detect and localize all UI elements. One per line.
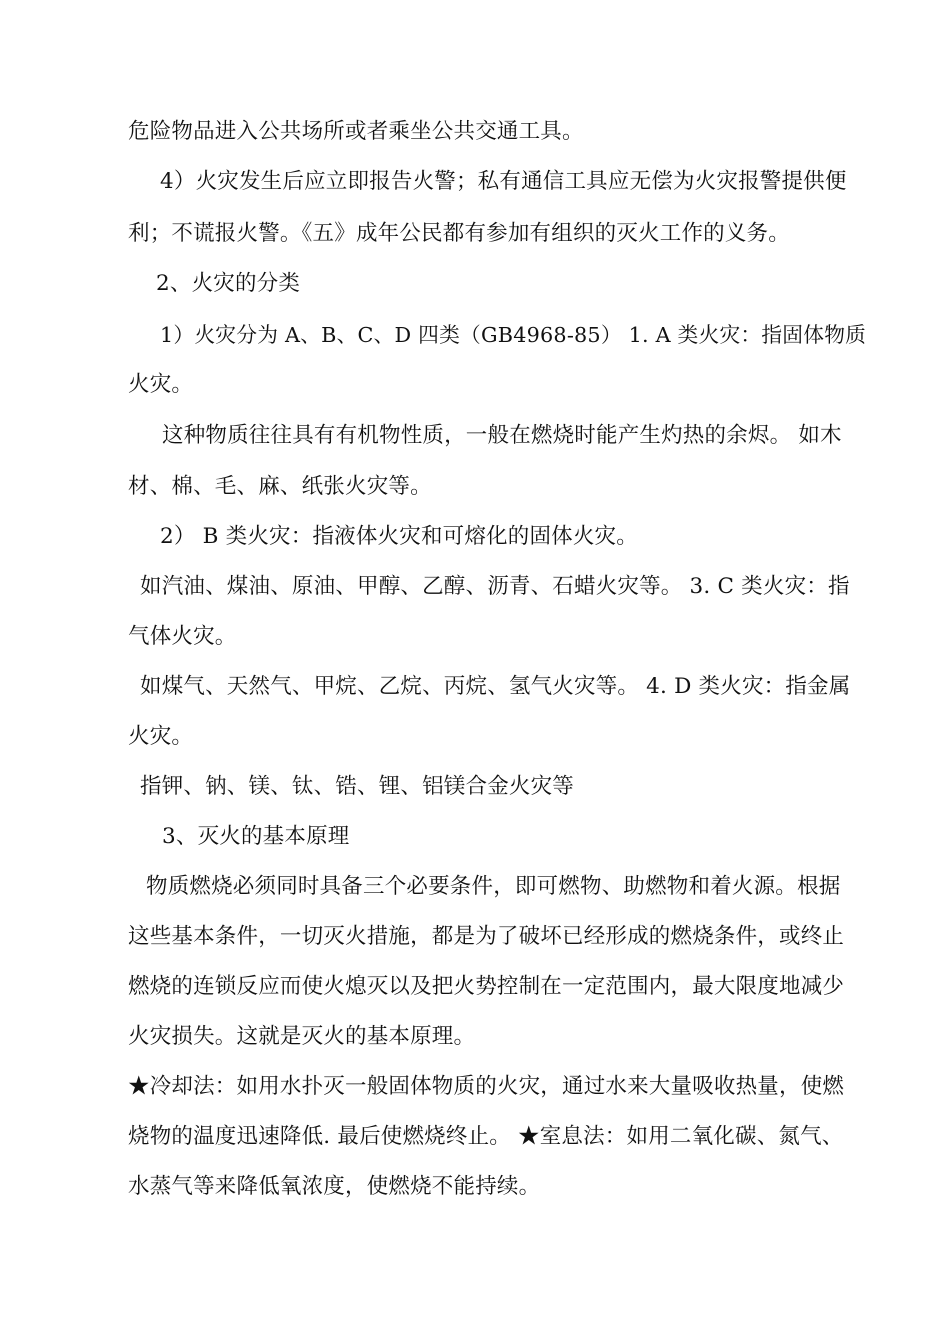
text-line: 火灾。 — [128, 372, 194, 397]
text-line: 危险物品进入公共场所或者乘坐公共交通工具。 — [128, 119, 584, 144]
text-line: 材、棉、毛、麻、纸张火灾等。 — [128, 474, 432, 499]
text-line: 这些基本条件，一切灭火措施，都是为了破坏已经形成的燃烧条件，或终止 — [128, 924, 845, 949]
text-line: 2） B 类火灾：指液体火灾和可熔化的固体火灾。 — [160, 524, 638, 549]
text-line: 如汽油、煤油、原油、甲醇、乙醇、沥青、石蜡火灾等。 3. C 类火灾：指 — [140, 574, 850, 599]
text-line: 燃烧的连锁反应而使火熄灭以及把火势控制在一定范围内，最大限度地减少 — [128, 974, 845, 999]
text-line: 利；不谎报火警。《五》成年公民都有参加有组织的灭火工作的义务。 — [128, 221, 790, 246]
text-line: 水蒸气等来降低氧浓度，使燃烧不能持续。 — [128, 1174, 541, 1199]
text-line: 这种物质往往具有有机物性质，一般在燃烧时能产生灼热的余烬。 如木 — [162, 423, 842, 448]
text-line: ★冷却法：如用水扑灭一般固体物质的火灾，通过水来大量吸收热量，使燃 — [128, 1074, 845, 1099]
section-heading: 3、灭火的基本原理 — [162, 824, 350, 849]
text-line: 物质燃烧必须同时具备三个必要条件，即可燃物、助燃物和着火源。根据 — [146, 874, 841, 899]
text-line: 指钾、钠、镁、钛、锆、锂、铝镁合金火灾等 — [140, 774, 575, 799]
text-line: 火灾损失。这就是灭火的基本原理。 — [128, 1024, 476, 1049]
text-line: 如煤气、天然气、甲烷、乙烷、丙烷、氢气火灾等。 4. D 类火灾：指金属 — [140, 674, 851, 699]
text-line: 1）火灾分为 A、B、C、D 四类（GB4968-85） 1. A 类火灾：指固体物质 — [160, 323, 867, 347]
section-heading: 2、火灾的分类 — [156, 271, 301, 296]
text-line: 火灾。 — [128, 724, 194, 749]
text-line: 4）火灾发生后应立即报告火警；私有通信工具应无偿为火灾报警提供便 — [160, 169, 847, 194]
text-line: 气体火灾。 — [128, 624, 237, 649]
text-line: 烧物的温度迅速降低. 最后使燃烧终止。 ★室息法：如用二氧化碳、氮气、 — [128, 1124, 844, 1149]
